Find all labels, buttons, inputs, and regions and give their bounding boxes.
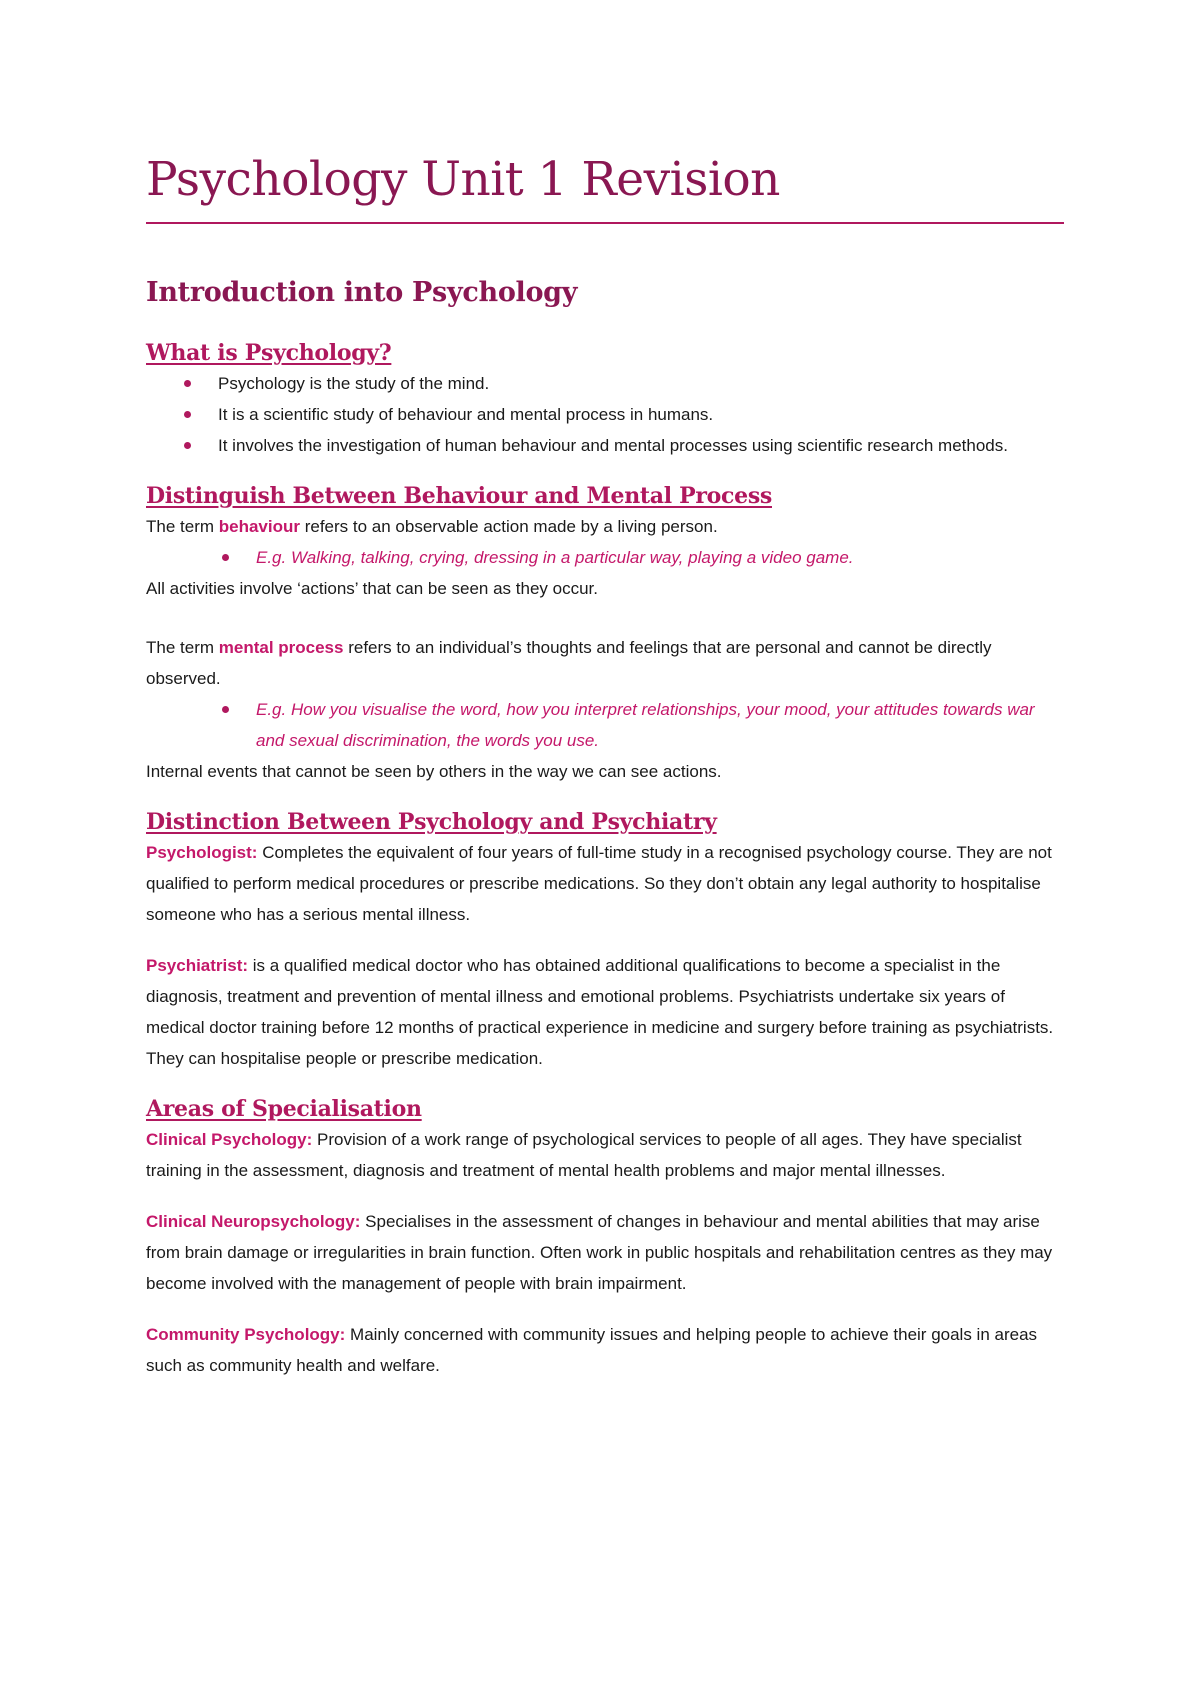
what-is-list	[146, 368, 1064, 461]
document-title: Psychology Unit 1 Revision	[146, 152, 780, 207]
psychiatrist-paragraph: Psychiatrist: is a qualified medical doctor who has obtained additional qualifications to become a specialist in the diagnosis, treatment and prevention of mental illness and emotional problems. Psychiatrists undertake six years of medical doctor training before 12 months of practical experience in medicine and surgery before training as psychiatrists. They can hospitalise people or prescribe medication.	[146, 956, 1054, 1068]
behaviour-term: behaviour	[218, 517, 300, 536]
distinguish-heading: Distinguish Between Behaviour and Mental Process	[146, 483, 772, 509]
community-paragraph: Community Psychology: Mainly concerned with community issues and helping people to achieve their goals in areas such as community health and welfare.	[146, 1325, 1038, 1375]
distinction-heading: Distinction Between Psychology and Psychiatry	[146, 809, 717, 835]
areas-heading: Areas of Specialisation	[146, 1096, 422, 1122]
mental-process-definition: The term mental process refers to an individual’s thoughts and feelings that are personal and cannot be directly observed.	[146, 638, 992, 688]
list-item: It is a scientific study of behaviour and mental process in humans.	[146, 399, 1064, 430]
behaviour-definition: The term behaviour refers to an observable action made by a living person.	[146, 517, 718, 536]
psychologist-paragraph: Psychologist: Completes the equivalent of four years of full-time study in a recognised psychology course. They are not qualified to perform medical procedures or prescribe medications. So they don’t obtain any legal authority to hospitalise someone who has a serious mental illness.	[146, 843, 1052, 924]
mental-process-examples	[146, 694, 1064, 756]
example-item: E.g. How you visualise the word, how you interpret relationships, your mood, your attitudes towards war and sexual discrimination, the words you use.	[146, 694, 1064, 756]
title-rule	[146, 222, 1064, 224]
section-heading: Introduction into Psychology	[146, 277, 578, 308]
community-label: Community Psychology:	[146, 1325, 346, 1344]
neuropsychology-paragraph: Clinical Neuropsychology: Specialises in the assessment of changes in behaviour and mental abilities that may arise from brain damage or irregularities in brain function. Often work in public hospitals and rehabilitation centres as they may become involved with the management of people with brain impairment.	[146, 1212, 1053, 1293]
neuropsychology-label: Clinical Neuropsychology:	[146, 1212, 361, 1231]
psychiatrist-label: Psychiatrist:	[146, 956, 249, 975]
behaviour-note: All activities involve ‘actions’ that can be seen as they occur.	[146, 579, 598, 598]
example-item: E.g. Walking, talking, crying, dressing in a particular way, playing a video game.	[146, 542, 1064, 573]
what-is-heading: What is Psychology?	[146, 340, 392, 366]
list-item: It involves the investigation of human behaviour and mental processes using scientific research methods.	[146, 430, 1064, 461]
behaviour-examples	[146, 542, 1064, 573]
list-item: Psychology is the study of the mind.	[146, 368, 1064, 399]
psychologist-label: Psychologist:	[146, 843, 258, 862]
clinical-label: Clinical Psychology:	[146, 1130, 313, 1149]
document-content	[146, 150, 1064, 1381]
clinical-paragraph: Clinical Psychology: Provision of a work range of psychological services to people of all ages. They have specialist training in the assessment, diagnosis and treatment of mental health problems and major mental illnesses.	[146, 1130, 1022, 1180]
mental-process-note: Internal events that cannot be seen by others in the way we can see actions.	[146, 762, 722, 781]
mental-process-term: mental process	[218, 638, 344, 657]
